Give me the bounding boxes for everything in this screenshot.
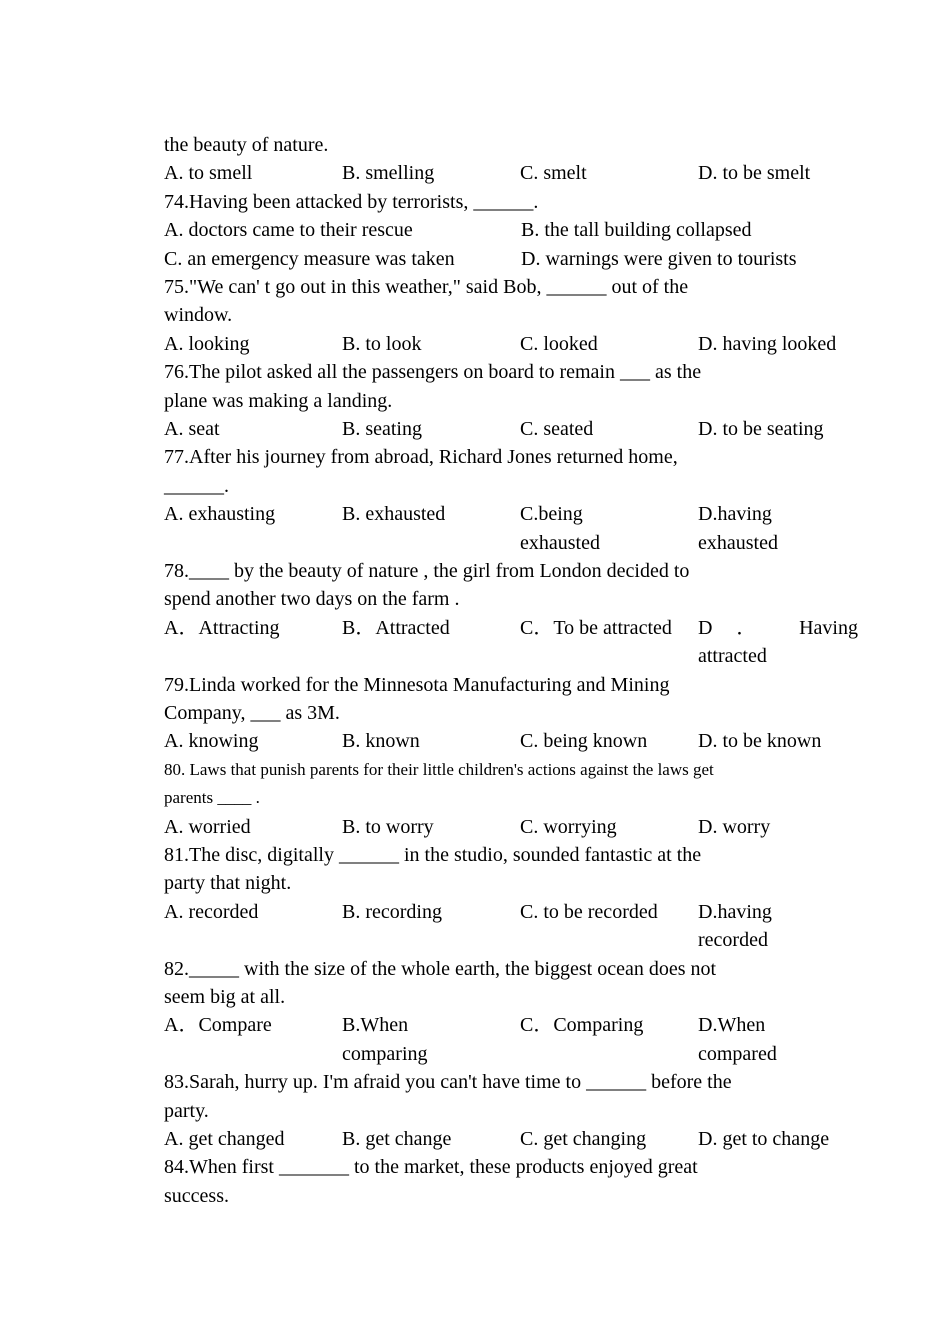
option-a: A. get changed — [164, 1127, 285, 1150]
question-83-line2: party. — [164, 1099, 209, 1122]
option-d: D. having looked — [698, 332, 837, 355]
option-a: A. knowing — [164, 730, 259, 753]
question-79-line1: 79.Linda worked for the Minnesota Manufacturing and Mining — [164, 673, 670, 696]
option-d: D. to be smelt — [698, 162, 811, 185]
options-row-79 — [164, 727, 876, 755]
option-d: D ． Having attracted — [698, 616, 858, 668]
question-78-line1: 78.____ by the beauty of nature , the girl from London decided to — [164, 559, 690, 582]
option-c: C. an emergency measure was taken — [164, 247, 455, 270]
option-b: B. smelling — [342, 162, 435, 185]
question-75-line1: 75."We can' t go out in this weather," said Bob, ______ out of the — [164, 276, 689, 298]
option-a: A．Attracting — [164, 616, 280, 639]
option-a: A. looking — [164, 332, 250, 355]
option-c: C．To be attracted — [520, 616, 672, 639]
option-c: C.being exhausted — [520, 503, 600, 554]
option-b: B. exhausted — [342, 503, 446, 526]
question-82-line2: seem big at all. — [164, 985, 286, 1008]
option-c: C. get changing — [520, 1127, 647, 1150]
option-d: D.having exhausted — [698, 503, 778, 554]
question-80-line2: parents ____ . — [164, 788, 260, 808]
question-76-line1: 76.The pilot asked all the passengers on board to remain ___ as the — [164, 361, 702, 384]
options-row-76 — [164, 415, 876, 443]
question-84-line1: 84.When first _______ to the market, these products enjoyed great — [164, 1156, 698, 1179]
question-82-line1: 82._____ with the size of the whole earth, the biggest ocean does not — [164, 957, 717, 980]
question-79-line2: Company, ___ as 3M. — [164, 701, 340, 724]
question-77-line1: 77.After his journey from abroad, Richard Jones returned home, — [164, 446, 678, 469]
option-a: A. seat — [164, 417, 220, 440]
option-a: A. recorded — [164, 900, 259, 923]
option-d: D. to be seating — [698, 417, 824, 440]
option-a: A. exhausting — [164, 503, 276, 526]
option-c: C. looked — [520, 332, 598, 355]
options-row-78 — [164, 614, 876, 671]
option-b: B. to look — [342, 332, 422, 355]
option-b: B. seating — [342, 417, 422, 440]
options-row-75 — [164, 330, 876, 358]
option-c: C. worrying — [520, 815, 617, 838]
question-83-line1: 83.Sarah, hurry up. I'm afraid you can't have time to ______ before the — [164, 1071, 732, 1094]
option-c: C. smelt — [520, 162, 587, 185]
option-b: B. the tall building collapsed — [521, 219, 752, 242]
option-b: B.When comparing — [342, 1014, 428, 1065]
option-c: C. seated — [520, 417, 594, 440]
exam-page — [164, 131, 858, 1210]
option-c: C. to be recorded — [520, 900, 658, 923]
option-c: C．Comparing — [520, 1014, 644, 1037]
option-d: D.having recorded — [698, 900, 772, 952]
option-a: A. worried — [164, 815, 251, 838]
option-d: D. to be known — [698, 730, 822, 753]
option-a: A. to smell — [164, 162, 253, 185]
option-d: D. worry — [698, 815, 771, 838]
options-row-74a — [164, 216, 876, 244]
question-81-line2: party that night. — [164, 872, 292, 895]
option-a: A. doctors came to their rescue — [164, 219, 413, 242]
option-a: A．Compare — [164, 1014, 272, 1037]
option-b: B. get change — [342, 1127, 452, 1150]
question-84-line2: success. — [164, 1184, 229, 1207]
options-row-82 — [164, 1011, 876, 1068]
option-b: B．Attracted — [342, 616, 450, 639]
question-text: the beauty of nature. — [164, 134, 329, 156]
options-row-74b — [164, 245, 876, 273]
question-74: 74.Having been attacked by terrorists, ______. — [164, 190, 539, 213]
options-row-83 — [164, 1125, 876, 1153]
options-row-77 — [164, 500, 876, 557]
question-80-line1: 80. Laws that punish parents for their little children's actions against the laws get — [164, 759, 714, 779]
options-row-81 — [164, 898, 876, 955]
option-d: D.When compared — [698, 1014, 777, 1065]
option-b: B. known — [342, 730, 420, 753]
question-81-line1: 81.The disc, digitally ______ in the studio, sounded fantastic at the — [164, 843, 702, 866]
options-row-80 — [164, 813, 876, 841]
question-78-line2: spend another two days on the farm . — [164, 588, 460, 611]
option-b: B. recording — [342, 900, 442, 923]
question-76-line2: plane was making a landing. — [164, 389, 393, 412]
options-row-73 — [164, 159, 876, 187]
option-d: D. get to change — [698, 1127, 830, 1150]
option-c: C. being known — [520, 730, 648, 753]
question-77-line2: ______. — [164, 474, 229, 497]
option-d: D. warnings were given to tourists — [521, 247, 797, 270]
question-75-line2: window. — [164, 304, 233, 327]
option-b: B. to worry — [342, 815, 434, 838]
